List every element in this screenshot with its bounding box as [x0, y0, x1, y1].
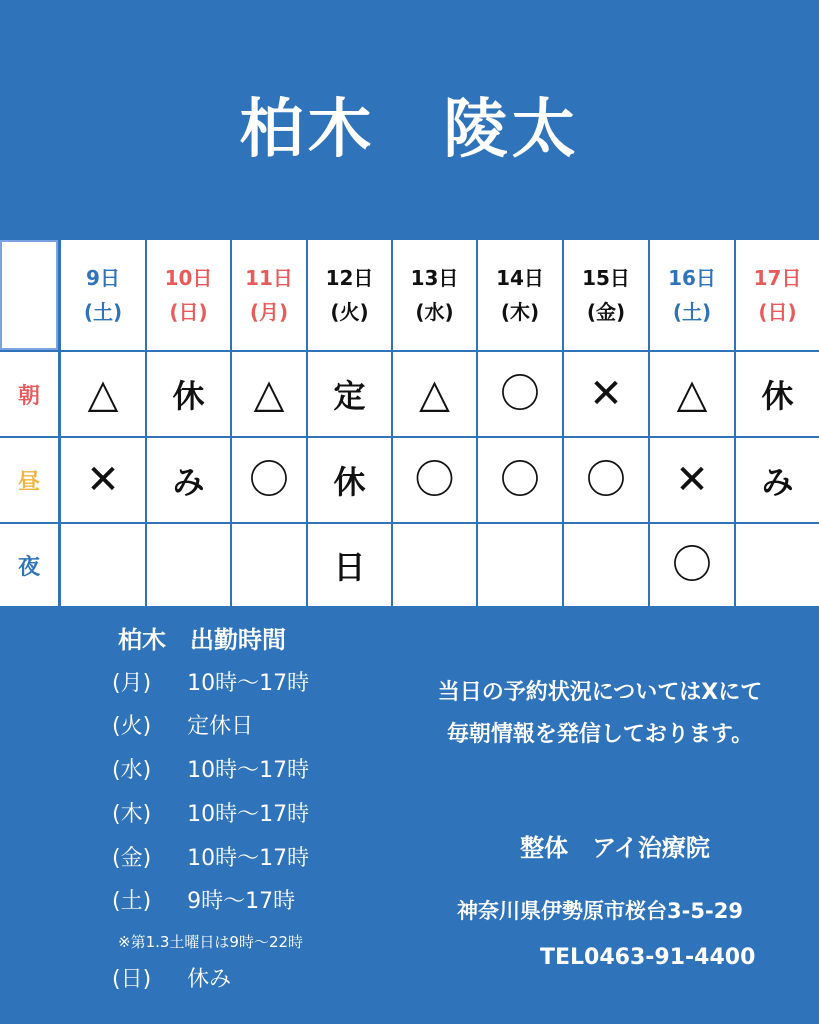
schedule-cell: 日 [308, 524, 391, 606]
day-date: 16日 [668, 266, 716, 290]
schedule-cell [478, 524, 562, 606]
hours-row [112, 666, 309, 697]
schedule-cell: み [147, 438, 230, 522]
table-corner-cell [0, 240, 58, 350]
hours-time: 10時〜17時 [187, 671, 310, 696]
hours-row [112, 753, 309, 784]
row-label: 朝 [0, 352, 58, 436]
day-date: 17日 [753, 266, 802, 290]
row-label: 昼 [0, 438, 58, 522]
schedule-cell [61, 524, 145, 606]
day-weekday: (日) [758, 300, 797, 324]
day-date: 13日 [410, 266, 459, 290]
hours-day: (土) [112, 889, 152, 914]
day-header [564, 240, 648, 350]
notice-line-2: 毎朝情報を発信しております。 [446, 722, 754, 747]
day-weekday: (土) [672, 300, 712, 324]
day-header [736, 240, 819, 350]
hours-day: (水) [112, 758, 152, 783]
hours-day: (日) [112, 967, 152, 992]
hours-title: 柏木 出勤時間 [118, 626, 286, 654]
schedule-cell [736, 524, 819, 606]
schedule-cell: 〇 [564, 438, 648, 522]
clinic-name: 整体 アイ治療院 [520, 834, 710, 862]
schedule-cell [393, 524, 476, 606]
hours-time: 10時〜17時 [187, 846, 310, 871]
hours-day: (月) [112, 671, 152, 696]
hours-time: 10時〜17時 [187, 802, 310, 827]
day-weekday: (木) [500, 300, 540, 324]
day-header [393, 240, 476, 350]
day-weekday: (日) [169, 300, 208, 324]
hours-time: 9時〜17時 [187, 889, 296, 914]
schedule-cell: 〇 [232, 438, 306, 522]
schedule-cell: △ [61, 352, 145, 436]
schedule-cell: 〇 [478, 352, 562, 436]
day-header [232, 240, 306, 350]
notice-line-1: 当日の予約状況についてはXにて [437, 680, 763, 705]
day-header [650, 240, 734, 350]
schedule-table [0, 240, 819, 606]
schedule-cell: ✕ [61, 438, 145, 522]
row-label: 夜 [0, 524, 58, 606]
hours-time: 定休日 [187, 714, 254, 739]
schedule-cell: ✕ [564, 352, 648, 436]
day-date: 11日 [245, 266, 293, 290]
schedule-cell: 〇 [393, 438, 476, 522]
schedule-cell: 〇 [478, 438, 562, 522]
schedule-cell: 休 [147, 352, 230, 436]
day-date: 14日 [496, 266, 544, 290]
schedule-cell: 休 [308, 438, 391, 522]
schedule-cell [564, 524, 648, 606]
hours-day: (木) [112, 802, 152, 827]
schedule-cell: 〇 [650, 524, 734, 606]
page-title: 柏木 陵太 [239, 93, 580, 167]
schedule-cell: 休 [736, 352, 819, 436]
hours-row [112, 797, 309, 828]
day-date: 15日 [582, 266, 630, 290]
schedule-cell: △ [650, 352, 734, 436]
hours-time: 休み [187, 967, 232, 992]
hours-day: (火) [112, 714, 152, 739]
schedule-cell [147, 524, 230, 606]
day-date: 12日 [325, 266, 374, 290]
hours-day: (金) [112, 846, 152, 871]
schedule-cell: ✕ [650, 438, 734, 522]
clinic-address: 神奈川県伊勢原市桜台3-5-29 [457, 899, 743, 923]
day-header [478, 240, 562, 350]
hours-time: 10時〜17時 [187, 758, 310, 783]
schedule-cell: △ [393, 352, 476, 436]
schedule-cell: 定 [308, 352, 391, 436]
schedule-cell: △ [232, 352, 306, 436]
day-weekday: (火) [330, 300, 369, 324]
clinic-tel: TEL0463-91-4400 [540, 945, 756, 970]
day-header [308, 240, 391, 350]
day-weekday: (月) [249, 300, 289, 324]
hours-note: ※第1.3土曜日は9時〜22時 [118, 933, 304, 951]
day-weekday: (金) [586, 300, 626, 324]
hours-row [112, 709, 253, 740]
day-date: 9日 [86, 266, 120, 290]
hours-row [112, 841, 309, 872]
hours-row-sunday [112, 962, 231, 993]
schedule-cell [232, 524, 306, 606]
day-weekday: (水) [415, 300, 454, 324]
day-header [61, 240, 145, 350]
notice-text [400, 672, 800, 756]
day-date: 10日 [164, 266, 213, 290]
day-weekday: (土) [83, 300, 123, 324]
hours-row [112, 884, 295, 915]
day-header [147, 240, 230, 350]
schedule-cell: み [736, 438, 819, 522]
